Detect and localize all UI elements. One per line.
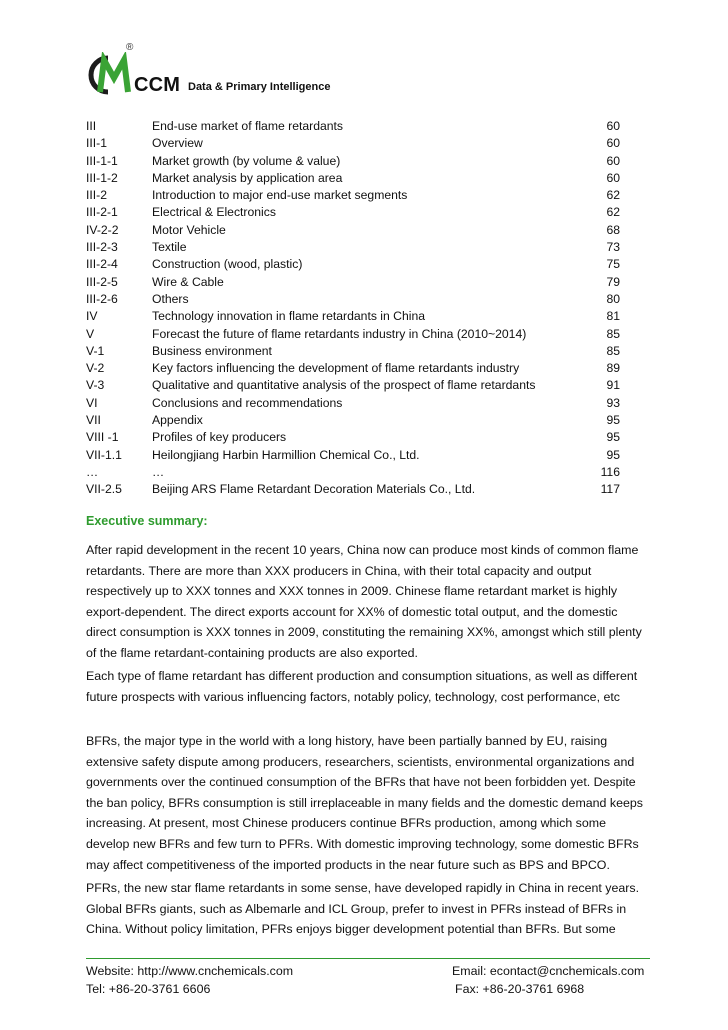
toc-row [86,239,634,256]
toc-row [86,377,634,394]
toc-title: Heilongjiang Harbin Harmillion Chemical Co., Ltd. [152,447,420,462]
toc-number: VII-1.1 [86,447,122,462]
toc-number: VIII -1 [86,430,119,445]
footer-website: Website: http://www.cnchemicals.com [86,964,294,978]
toc-title: Qualitative and quantitative analysis of the prospect of flame retardants [152,378,536,393]
toc-page-number: 75 [606,257,620,272]
toc-page-number: 93 [606,395,620,410]
toc-title: Market growth (by volume & value) [152,153,341,168]
toc-number: V-1 [86,343,105,358]
page-header [86,44,506,100]
toc-page-number: 85 [606,343,620,358]
toc-title: Construction (wood, plastic) [152,257,303,272]
toc-row [86,429,634,446]
toc-title: Motor Vehicle [152,222,226,237]
toc-page-number: 80 [606,291,620,306]
toc-number: III [86,119,97,133]
toc-number: III-2-5 [86,274,118,289]
toc-row [86,170,634,187]
toc-page-number: 62 [606,205,620,220]
toc-number: III-2-1 [86,205,118,220]
toc-title: … [152,464,165,479]
footer-fax: Fax: +86-20-3761 6968 [455,982,585,996]
summary-paragraph: After rapid development in the recent 10 years, China now can produce most kinds of common flame retardants. There are more than XXX producers in China, with their total capacity and output respectively up to XXX tonnes and XXX tonnes in 2009. Chinese flame retardant market is highly export-dependent. The direct exports account for XX% of domestic total output, and the domestic direct consumption is XXX tonnes in 2009, constituting the remaining XX%, amongst which still plenty of the flame retardant-containing products are also exported. [86,543,642,660]
toc-number: III-1 [86,136,107,151]
toc-row [86,447,634,464]
toc-row [86,326,634,343]
toc-row [86,222,634,239]
table-of-contents [86,118,634,499]
toc-number: III-2-4 [86,257,118,272]
toc-row [86,360,634,377]
toc-title: Appendix [152,413,203,428]
toc-row [86,291,634,308]
toc-title: Technology innovation in flame retardants in China [152,309,426,324]
toc-page-number: 62 [606,188,620,203]
toc-page-number: 68 [606,222,620,237]
brand-name: CCM [134,74,181,96]
toc-page-number: 116 [600,464,620,479]
footer-email: Email: econtact@cnchemicals.com [452,964,645,978]
toc-number: V-3 [86,378,105,393]
ccm-logo-icon [86,52,136,98]
toc-row [86,135,634,152]
toc-number: V [86,326,95,341]
toc-title: Wire & Cable [152,274,224,289]
toc-page-number: 89 [606,361,620,376]
toc-page-number: 91 [606,378,620,393]
toc-row [86,412,634,429]
toc-row [86,395,634,412]
toc-row [86,343,634,360]
toc-number: … [86,464,99,479]
toc-title: Textile [152,240,187,255]
toc-row [86,153,634,170]
toc-page-number: 117 [600,482,620,497]
brand-tagline: Data & Primary Intelligence [188,81,331,93]
toc-number: VII-2.5 [86,482,122,497]
toc-row [86,118,634,135]
toc-row [86,204,634,221]
toc-row [86,187,634,204]
summary-paragraph: BFRs, the major type in the world with a long history, have been partially banned by EU, raising extensive safety dispute among producers, researchers, scientists, environmental organizations and governments over the continued consumption of the BFRs that have not been forbidden yet. Despite the ban policy, BFRs consumption is still irreplaceable in many fields and the domestic demand keeps increasing. At present, most Chinese producers continue BFRs production, among which some develop new BFRs and few turn to PFRs. With domestic improving technology, some domestic BFRs may affect competitiveness of the imported products in the near future such as BPS and BPCO. [86,734,643,872]
toc-number: IV-2-2 [86,222,119,237]
toc-title: Electrical & Electronics [152,205,276,220]
toc-title: Introduction to major end-use market segments [152,188,408,203]
toc-number: IV [86,309,98,324]
toc-number: III-1-2 [86,170,118,185]
toc-title: Overview [152,136,203,151]
toc-number: III-2-3 [86,240,118,255]
toc-page-number: 95 [606,430,620,445]
toc-number: VII [86,413,101,428]
summary-paragraph: Each type of flame retardant has different production and consumption situations, as well as different future prospects with various influencing factors, notably policy, technology, cost performance, etc [86,669,638,704]
toc-number: III-2-6 [86,291,118,306]
footer-phone: Tel: +86-20-3761 6606 [86,982,211,996]
toc-row [86,274,634,291]
toc-page-number: 60 [606,170,620,185]
toc-row [86,308,634,325]
toc-title: Forecast the future of flame retardants industry in China (2010~2014) [152,326,527,341]
toc-page-number: 60 [606,136,620,151]
toc-number: VI [86,395,98,410]
footer-divider [86,958,650,959]
toc-title: Conclusions and recommendations [152,395,343,410]
toc-page-number: 79 [606,274,620,289]
toc-row [86,256,634,273]
toc-number: III-2 [86,188,107,203]
toc-page-number: 81 [606,309,620,324]
toc-page-number: 95 [606,413,620,428]
toc-title: Profiles of key producers [152,430,287,445]
registered-mark: ® [126,42,134,53]
summary-paragraph: PFRs, the new star flame retardants in some sense, have developed rapidly in China in recent years. Global BFRs giants, such as Albemarle and ICL Group, prefer to invest in PFRs instead of BFRs in China. Without policy limitation, PFRs enjoys bigger development potential than BFRs. But some [86,881,640,937]
toc-title: Key factors influencing the development of flame retardants industry [152,361,520,376]
toc-number: III-1-1 [86,153,118,168]
toc-page-number: 73 [606,240,620,255]
toc-number: V-2 [86,361,105,376]
toc-page-number: 60 [606,153,620,168]
toc-row [86,481,634,498]
toc-title: Market analysis by application area [152,170,343,185]
toc-title: End-use market of flame retardants [152,119,344,133]
executive-summary-heading: Executive summary: [86,514,208,528]
toc-title: Business environment [152,343,272,358]
toc-page-number: 85 [606,326,620,341]
toc-page-number: 95 [606,447,620,462]
toc-title: Others [152,291,189,306]
toc-page-number: 60 [606,119,620,133]
toc-title: Beijing ARS Flame Retardant Decoration Materials Co., Ltd. [152,482,476,497]
toc-row [86,464,634,481]
